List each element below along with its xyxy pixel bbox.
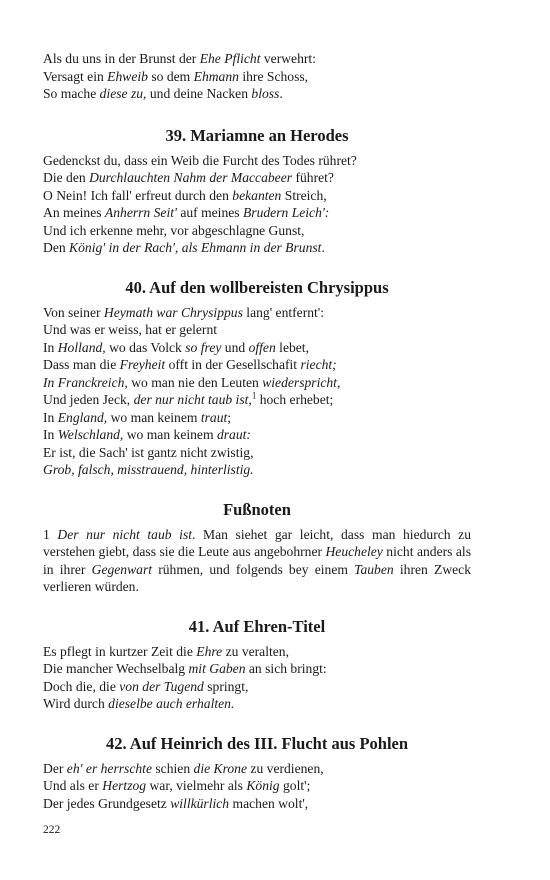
text-segment: rühmen, und folgends bey einem	[152, 561, 355, 577]
verse-line	[43, 760, 471, 778]
text-segment: ;	[227, 409, 232, 425]
heading-footnotes: Fußnoten	[223, 499, 291, 519]
text-segment: Und jeden Jeck,	[43, 392, 134, 407]
italic-text: dieselbe auch erhalten.	[108, 696, 235, 711]
text-segment: . Man siehet gar leicht, dass man hiedurch zu verstehen giebt, dass sie die Leute aus angebohrner	[43, 526, 472, 559]
verse-line	[43, 643, 471, 661]
italic-text: Ehe Pflicht	[199, 51, 261, 66]
italic-text: eh' er herrschte	[66, 760, 152, 776]
text-segment: Den	[43, 240, 70, 255]
italic-text: die Krone	[193, 760, 248, 776]
italic-text: Heucheley	[325, 544, 383, 559]
text-segment: An meines	[43, 205, 105, 220]
italic-text: riecht;	[300, 357, 337, 372]
stanza-continuation	[43, 50, 471, 103]
text-segment: verwehrt:	[260, 51, 316, 66]
italic-text: Der nur nicht taub ist	[57, 526, 193, 542]
text-segment: wo man keinem	[107, 409, 201, 425]
text-segment: lang' entfernt':	[242, 304, 325, 320]
text-segment: Wird durch	[43, 696, 109, 711]
text-segment: schien	[151, 760, 194, 776]
verse-line	[43, 409, 471, 427]
italic-text: Durchlauchten Nahm der Maccabeer	[89, 170, 293, 185]
heading-poem-42: 42. Auf Heinrich des III. Flucht aus Pohlen	[105, 733, 409, 753]
verse-line	[43, 50, 471, 68]
heading-poem-39: 39. Mariamne an Herodes	[165, 125, 349, 145]
text-segment: zu verdienen,	[247, 760, 324, 776]
text-segment: springt,	[203, 678, 249, 694]
footnote-marker: 1	[251, 390, 257, 401]
verse-line	[43, 321, 471, 339]
text-segment: In	[43, 339, 58, 355]
verse-line	[43, 68, 471, 86]
text-segment: auf meines	[176, 205, 243, 220]
italic-text: König	[246, 778, 280, 793]
verse-line	[43, 85, 471, 103]
text-segment: Dass man die	[43, 357, 120, 372]
italic-text: Anherrn Seit'	[104, 205, 177, 220]
italic-text: diese zu,	[99, 86, 147, 101]
italic-text: Freyheit	[119, 357, 166, 372]
text-segment: In	[43, 409, 58, 425]
text-segment: wo man nie den Leuten	[127, 374, 263, 390]
verse-line	[43, 461, 471, 479]
verse-line	[43, 339, 471, 357]
page-body	[43, 50, 471, 812]
text-segment: führet?	[292, 170, 334, 185]
italic-text: wiederspricht,	[262, 374, 341, 390]
italic-text: Ehweib	[107, 68, 148, 84]
italic-text: mit Gaben	[188, 661, 246, 676]
italic-text: König' in der Rach', als Ehmann in der Brunst	[69, 240, 322, 255]
stanza-poem-40	[43, 304, 471, 479]
text-segment: Von seiner	[43, 304, 104, 320]
verse-line	[43, 204, 471, 222]
text-segment: machen wolt',	[229, 795, 309, 811]
text-segment: 1	[43, 526, 58, 542]
text-segment: ihren Zweck verlieren würden.	[43, 561, 471, 594]
text-segment: Als du uns in der Brunst der	[43, 51, 200, 66]
italic-text: Welschland,	[57, 427, 124, 442]
italic-text: Gegenwart	[91, 561, 153, 577]
verse-line	[43, 444, 471, 462]
text-segment: und	[221, 339, 249, 355]
verse-line	[43, 426, 471, 444]
stanza-poem-39	[43, 152, 471, 257]
italic-text: Tauben	[354, 561, 394, 577]
text-segment: golt';	[279, 778, 311, 793]
italic-text: der nur nicht taub ist,	[133, 392, 252, 407]
verse-line	[43, 777, 471, 795]
italic-text: Ehmann	[193, 68, 239, 84]
italic-text: traut	[200, 409, 228, 425]
text-segment: Versagt ein	[43, 68, 108, 84]
text-segment: wo man keinem	[123, 427, 217, 442]
text-segment: wo das Volck	[105, 339, 186, 355]
verse-line	[43, 795, 471, 813]
stanza-poem-41	[43, 643, 471, 713]
text-segment: Doch die, die	[43, 678, 120, 694]
text-segment: Und ich erkenne mehr, vor abgeschlagne Gunst,	[43, 222, 305, 238]
italic-text: draut:	[216, 427, 251, 442]
italic-text: Ehre	[196, 643, 223, 659]
text-segment: hoch erhebet;	[256, 392, 334, 407]
text-segment: .	[279, 86, 283, 101]
verse-line	[43, 239, 471, 257]
text-segment: O Nein! Ich fall' erfreut durch den	[43, 187, 233, 203]
italic-text: England,	[57, 409, 108, 425]
italic-text: Heymath war Chrysippus	[103, 304, 243, 320]
text-segment: Streich,	[281, 187, 327, 203]
text-segment: Gedenckst du, dass ein Weib die Furcht des Todes rühret?	[43, 152, 357, 168]
italic-text: Hertzog	[102, 778, 147, 793]
text-segment: an sich bringt:	[245, 661, 327, 676]
text-segment: Die mancher Wechselbalg	[43, 661, 189, 676]
italic-text: In Franckreich,	[43, 374, 128, 390]
italic-text: willkürlich	[170, 795, 230, 811]
text-segment: Der jedes Grundgesetz	[43, 795, 171, 811]
text-segment: war, vielmehr als	[146, 778, 247, 793]
verse-line	[43, 678, 471, 696]
text-segment: Es pflegt in kurtzer Zeit die	[43, 643, 197, 659]
italic-text: bekanten	[232, 187, 282, 203]
text-segment: nicht anders als in ihrer	[43, 544, 471, 577]
text-segment: So mache	[43, 86, 100, 101]
verse-line	[43, 356, 471, 374]
text-segment: Er ist, die Sach' ist gantz nicht zwistig,	[43, 444, 254, 460]
footnote-text	[43, 526, 471, 596]
verse-line	[43, 660, 471, 678]
verse-line	[43, 304, 471, 322]
verse-line	[43, 222, 471, 240]
text-segment: Die den	[43, 170, 90, 185]
italic-text: so frey	[185, 339, 222, 355]
text-segment: so dem	[147, 68, 194, 84]
verse-line	[43, 187, 471, 205]
heading-poem-41: 41. Auf Ehren-Titel	[188, 616, 326, 636]
verse-line	[43, 169, 471, 187]
text-segment: In	[43, 427, 58, 442]
italic-text: Grob, falsch, misstrauend, hinterlistig.	[43, 462, 254, 477]
text-segment: .	[321, 240, 325, 255]
text-segment: und deine Nacken	[146, 86, 252, 101]
text-segment: ihre Schoss,	[238, 68, 309, 84]
italic-text: von der Tugend	[119, 678, 204, 694]
text-segment: zu veralten,	[222, 643, 289, 659]
text-segment: Und was er weiss, hat er gelernt	[43, 322, 218, 337]
text-segment: offt in der Gesellschafit	[165, 357, 301, 372]
verse-line	[43, 374, 471, 392]
verse-line	[43, 152, 471, 170]
text-segment: Der	[43, 760, 67, 776]
italic-text: Brudern Leich':	[242, 205, 330, 220]
verse-line	[43, 391, 471, 409]
page-number: 222	[43, 824, 61, 836]
text-segment: lebet,	[275, 339, 309, 355]
verse-line	[43, 695, 471, 713]
heading-poem-40: 40. Auf den wollbereisten Chrysippus	[125, 277, 389, 297]
text-segment: Und als er	[43, 778, 103, 793]
italic-text: bloss	[251, 86, 280, 101]
stanza-poem-42	[43, 760, 471, 813]
italic-text: offen	[248, 339, 276, 355]
italic-text: Holland,	[57, 339, 106, 355]
